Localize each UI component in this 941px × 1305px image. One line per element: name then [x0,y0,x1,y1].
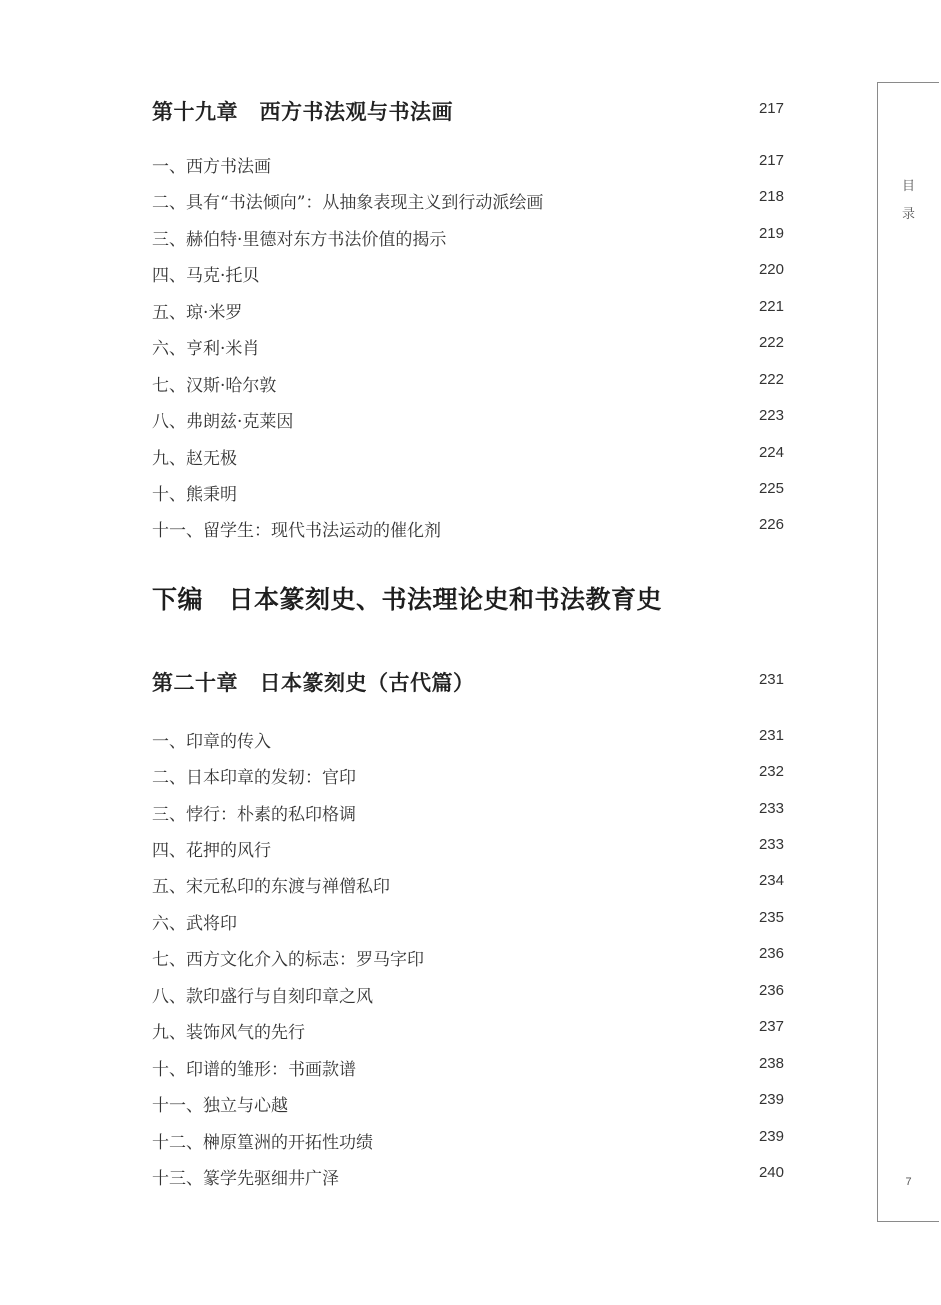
entry-title: 七、汉斯·哈尔敦 [152,376,277,396]
toc-entry[interactable] [152,1128,784,1158]
entry-title: 五、琼·米罗 [152,303,243,323]
side-tab [877,82,939,1222]
page-number: 237 [758,1018,784,1035]
page-number: 223 [758,407,784,424]
chapter-title: 第十九章 西方书法观与书法画 [152,99,453,124]
toc-entry[interactable] [152,407,784,437]
page-number: 239 [758,1128,784,1145]
toc-entry[interactable] [152,836,784,866]
toc-entry[interactable] [152,909,784,939]
toc-entry[interactable] [152,225,784,255]
page-number: 231 [758,727,784,744]
page-number: 233 [758,836,784,853]
entry-title: 二、日本印章的发轫：官印 [152,768,356,788]
part-title: 下编 日本篆刻史、书法理论史和书法教育史 [152,585,663,614]
chapter-heading[interactable] [152,96,784,126]
page-number: 220 [758,261,784,278]
entry-title: 五、宋元私印的东渡与禅僧私印 [152,877,390,897]
page-number: 232 [758,763,784,780]
entry-title: 九、装饰风气的先行 [152,1023,305,1043]
entry-title: 七、西方文化介入的标志：罗马字印 [152,950,424,970]
toc-entry[interactable] [152,516,784,546]
toc-entry[interactable] [152,763,784,793]
toc-entry[interactable] [152,371,784,401]
part-heading[interactable] [152,580,784,616]
page-number: 217 [758,100,784,117]
page-number: 217 [758,152,784,169]
entry-title: 四、马克·托贝 [152,266,260,286]
toc-entry[interactable] [152,334,784,364]
page-number: 222 [758,334,784,351]
page-number: 231 [758,671,784,688]
toc-entry[interactable] [152,982,784,1012]
toc-entry[interactable] [152,1164,784,1194]
page-number: 226 [758,516,784,533]
toc-entry[interactable] [152,727,784,757]
page-number: 236 [758,945,784,962]
chapter-title: 第二十章 日本篆刻史（古代篇） [152,670,475,695]
side-tab-char: 目 [901,179,915,194]
entry-title: 一、西方书法画 [152,157,271,177]
side-tab-char: 录 [901,207,915,222]
page-number: 218 [758,188,784,205]
entry-title: 十一、独立与心越 [152,1096,288,1116]
entry-title: 四、花押的风行 [152,841,271,861]
entry-title: 十、印谱的雏形：书画款谱 [152,1060,356,1080]
toc-entry[interactable] [152,1018,784,1048]
page-number: 219 [758,225,784,242]
toc-entry[interactable] [152,261,784,291]
page-number: 235 [758,909,784,926]
page-number: 239 [758,1091,784,1108]
entry-title: 八、款印盛行与自刻印章之风 [152,987,373,1007]
chapter-heading[interactable] [152,667,784,697]
page-number: 236 [758,982,784,999]
page-number: 222 [758,371,784,388]
entry-title: 六、武将印 [152,914,237,934]
page-number: 224 [758,444,784,461]
entry-title: 八、弗朗兹·克莱因 [152,412,294,432]
entry-title: 二、具有“书法倾向”：从抽象表现主义到行动派绘画 [152,193,544,213]
entry-title: 十三、篆学先驱细井广泽 [152,1169,339,1189]
page-number: 233 [758,800,784,817]
toc-entry[interactable] [152,1055,784,1085]
page-number: 240 [758,1164,784,1181]
page-number: 234 [758,872,784,889]
page-number: 238 [758,1055,784,1072]
entry-title: 九、赵无极 [152,449,237,469]
entry-title: 三、赫伯特·里德对东方书法价值的揭示 [152,230,447,250]
page-number: 225 [758,480,784,497]
toc-entry[interactable] [152,800,784,830]
toc-entry[interactable] [152,152,784,182]
toc-entry[interactable] [152,945,784,975]
toc-entry[interactable] [152,872,784,902]
page-folio: 7 [905,1176,912,1188]
toc-entry[interactable] [152,188,784,218]
toc-entry[interactable] [152,480,784,510]
entry-title: 六、亨利·米肖 [152,339,260,359]
entry-title: 一、印章的传入 [152,732,271,752]
entry-title: 三、悖行：朴素的私印格调 [152,805,356,825]
toc-entry[interactable] [152,298,784,328]
entry-title: 十二、榊原篁洲的开拓性功绩 [152,1133,373,1153]
entry-title: 十、熊秉明 [152,485,237,505]
entry-title: 十一、留学生：现代书法运动的催化剂 [152,521,441,541]
toc-entry[interactable] [152,1091,784,1121]
page-number: 221 [758,298,784,315]
toc-entry[interactable] [152,444,784,474]
